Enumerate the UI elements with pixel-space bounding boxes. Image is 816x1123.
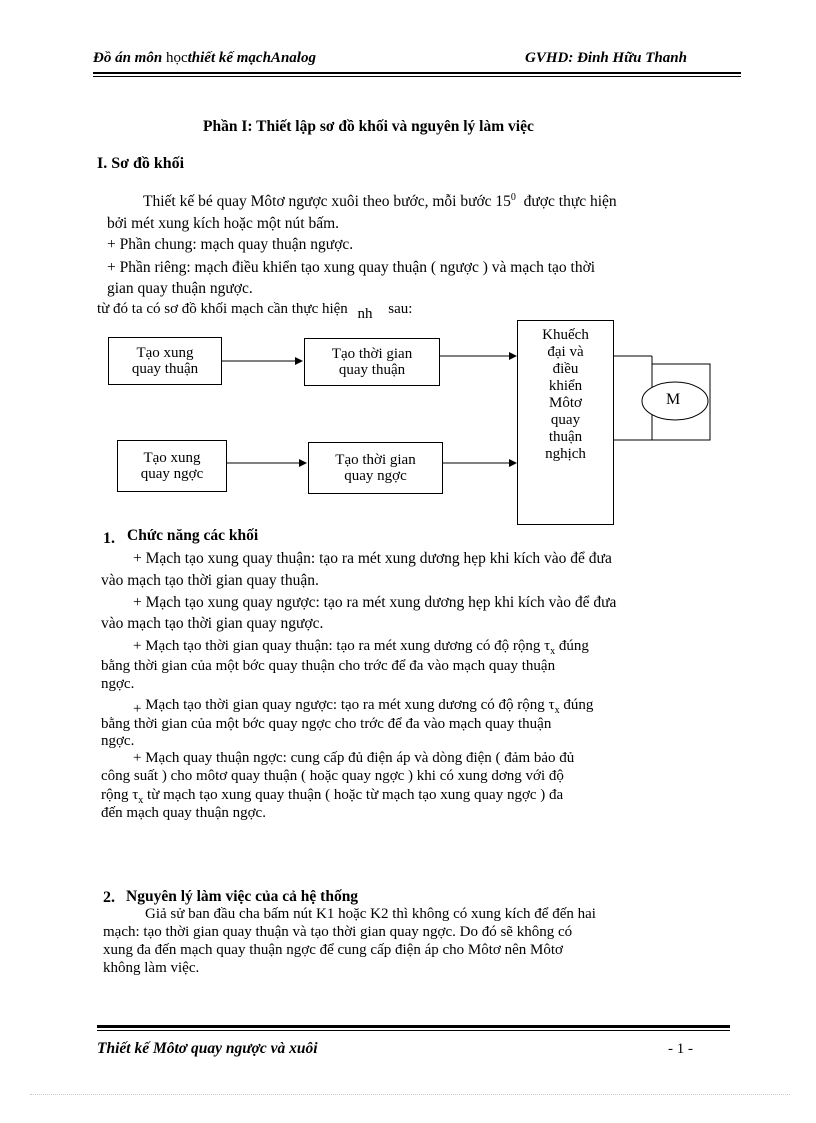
sub1-p4b: bằng thời gian của một bớc quay ngợc cho trớc để đa vào mạch quay thuận: [101, 716, 552, 732]
sub1-p3a: [133, 638, 589, 657]
sub1-p1a: + Mạch tạo xung quay thuận: tạo ra mét xung dương hẹp khi kích vào để đưa: [133, 550, 612, 567]
tau-sub: x: [550, 646, 556, 657]
page-number: - 1 -: [668, 1041, 693, 1057]
header-left-c: thiết kế mạchAnalog: [187, 50, 316, 66]
sub1-p5d: đến mạch quay thuận ngợc.: [101, 805, 266, 821]
part-title: Phần I: Thiết lập sơ đồ khối và nguyên lý làm việc: [203, 118, 534, 135]
box3-line1: Tạo xung: [143, 450, 201, 466]
sub2-l2: mạch: tạo thời gian quay thuận và tạo thời gian quay ngợc. Do đó sẽ không có: [103, 924, 573, 940]
sub1-p3c: ngợc.: [101, 676, 135, 692]
sub1-p3a-post: đúng: [558, 638, 589, 654]
sub1-p5a: + Mạch quay thuận ngợc: cung cấp đủ điện áp và dòng điện ( đảm bảo đủ: [133, 750, 575, 766]
big-line5: Môtơ: [549, 395, 582, 411]
sub1-p3b: bằng thời gian của một bớc quay thuận cho trớc để đa vào mạch quay thuận: [101, 658, 556, 674]
tau-symbol: τ: [132, 787, 139, 803]
sub1-p2a: + Mạch tạo xung quay ngược: tạo ra mét xung dương hẹp khi kích vào để đưa: [133, 594, 617, 611]
intro-line6-a: từ đó ta có sơ đồ khối mạch cần thực hiện: [97, 301, 348, 317]
sub1-p5c: [101, 787, 564, 806]
intro-line6-b: nh: [357, 306, 373, 322]
big-line4: khiển: [548, 378, 583, 394]
motor-label: M: [666, 391, 681, 408]
intro-line2: bởi mét xung kích hoặc một nút bấm.: [107, 215, 340, 232]
intro-line1-post: được thực hiện: [523, 193, 617, 210]
box4-line2: quay ngợc: [344, 468, 407, 484]
box2-line2: quay thuận: [338, 362, 406, 378]
sub2-title: Nguyên lý làm việc của cả hệ thống: [126, 888, 359, 905]
sub1-p5c-post: từ mạch tạo xung quay thuận ( hoặc từ mạch tạo xung quay ngợc ) đa: [147, 787, 564, 803]
header-left-b: học: [165, 50, 188, 66]
big-line6: quay: [550, 412, 581, 428]
sub1-p4a-post: đúng: [563, 697, 594, 713]
intro-line1-text: Thiết kế bé quay Môtơ ngược xuôi theo bước, mỗi bước 15: [143, 193, 511, 210]
sub1-p5b: công suất ) cho môtơ quay thuận ( hoặc quay ngợc ) khi có xung dơng với độ: [101, 768, 564, 784]
block-tao-thoi-gian-nguoc: [308, 442, 443, 494]
sub1-p4a-pre: Mạch tạo thời gian quay ngược: tạo ra mét xung dương có độ rộng: [145, 697, 545, 713]
big-line1: Khuếch: [542, 327, 589, 343]
sub2-l1: Giả sử ban đầu cha bấm nút K1 hoặc K2 thì không có xung kích để đến hai: [145, 906, 596, 922]
tau-symbol: τ: [544, 638, 551, 654]
section-title: I. Sơ đồ khối: [97, 155, 185, 172]
header-left-a: Đồ án môn: [93, 50, 163, 66]
block-tao-thoi-gian-thuan: [304, 338, 440, 386]
footer-rule: [97, 1025, 730, 1028]
sub2-l3: xung đa đến mạch quay thuận ngợc để cung cấp điện áp cho Môtơ nên Môtơ: [103, 942, 563, 958]
intro-line4: + Phần riêng: mạch điều khiển tạo xung quay thuận ( ngược ) và mạch tạo thời: [107, 259, 596, 276]
sub1-p3a-pre: + Mạch tạo thời gian quay thuận: tạo ra mét xung dương có độ rộng: [133, 638, 541, 654]
box2-line1: Tạo thời gian: [331, 346, 413, 362]
sub1-p2b: vào mạch tạo thời gian quay ngược.: [101, 615, 324, 632]
block-tao-xung-thuan: [108, 337, 222, 385]
intro-line3: + Phần chung: mạch quay thuận ngược.: [107, 236, 354, 253]
sub2-l4: không làm việc.: [103, 960, 200, 976]
page-edge-dots: [30, 1094, 790, 1095]
big-line8: nghịch: [545, 446, 586, 462]
sub1-p4c: ngợc.: [101, 733, 135, 749]
sub1-number: 1.: [103, 530, 115, 547]
box1-line1: Tạo xung: [136, 345, 194, 361]
sub1-title: Chức năng các khối: [127, 527, 259, 544]
sub1-p4a: [133, 697, 594, 717]
box4-line1: Tạo thời gian: [335, 452, 416, 468]
block-khuech-dai: [517, 320, 614, 525]
plus-sign: +: [133, 701, 142, 717]
footer-title: Thiết kế Môtơ quay ngược và xuôi: [97, 1040, 318, 1057]
big-line7: thuận: [548, 429, 583, 445]
box3-line2: quay ngợc: [140, 466, 204, 482]
header-right: GVHD: Đinh Hữu Thanh: [525, 50, 687, 66]
sub1-p1b: vào mạch tạo thời gian quay thuận.: [101, 572, 319, 589]
block-tao-xung-nguoc: [117, 440, 227, 492]
intro-line6-c: sau:: [388, 301, 413, 317]
sub2-number: 2.: [103, 889, 115, 906]
tau-sub: x: [138, 795, 144, 806]
degree-sup: 0: [510, 191, 516, 203]
intro-line5: gian quay thuận ngược.: [107, 280, 253, 297]
big-line3: điều: [552, 361, 579, 377]
tau-sub: x: [554, 705, 560, 716]
footer-rule-thin: [97, 1030, 730, 1031]
big-line2: đại và: [547, 344, 584, 360]
tau-symbol: τ: [548, 697, 555, 713]
sub1-p5c-pre: rộng: [101, 787, 129, 803]
box1-line2: quay thuận: [131, 361, 199, 377]
